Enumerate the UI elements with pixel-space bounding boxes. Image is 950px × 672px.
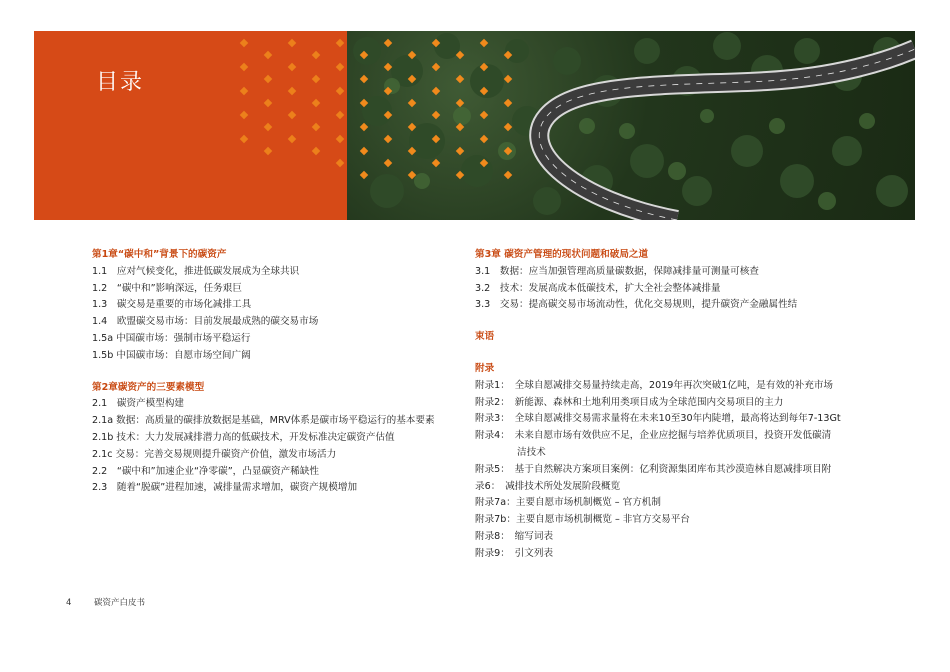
chapter-3-title[interactable]: 第3章 碳资产管理的现状问题和破局之道	[475, 249, 649, 260]
toc-item[interactable]: 1.5b 中国碳市场：自愿市场空间广阔	[92, 349, 251, 361]
toc-item[interactable]: 2.1c 交易：完善交易规则提升碳资产价值，激发市场活力	[92, 448, 337, 460]
diamond-dot	[240, 135, 248, 143]
diamond-dot	[504, 51, 512, 59]
appendix-item[interactable]: 录6： 减排技术所处发展阶段概览	[475, 480, 621, 492]
diamond-dot	[288, 39, 296, 47]
diamond-dot	[240, 111, 248, 119]
diamond-dot	[456, 51, 464, 59]
toc-item[interactable]: 1.1 应对气候变化，推进低碳发展成为全球共识	[92, 265, 300, 277]
diamond-dot	[360, 147, 368, 155]
toc-item[interactable]: 3.3 交易：提高碳交易市场流动性，优化交易规则，提升碳资产金融属性结	[475, 299, 798, 311]
diamond-dot	[312, 123, 320, 131]
appendix-item[interactable]: 附录7b：主要自愿市场机制概览 – 非官方交易平台	[475, 514, 690, 526]
toc-item[interactable]: 2.1b 技术：大力发展减排潜力高的低碳技术，开发标准决定碳资产估值	[92, 431, 395, 443]
diamond-dot	[264, 123, 272, 131]
diamond-dot	[432, 63, 440, 71]
toc-right-column	[475, 247, 895, 563]
diamond-dot	[504, 75, 512, 83]
appendix-title[interactable]: 附录	[475, 362, 495, 374]
diamond-dot	[288, 63, 296, 71]
diamond-dot	[240, 63, 248, 71]
diamond-dot	[408, 147, 416, 155]
diamond-dot	[456, 147, 464, 155]
toc-item[interactable]: 2.1 碳资产模型构建	[92, 398, 185, 410]
appendix-item[interactable]: 附录5： 基于自然解决方案项目案例：亿利资源集团库布其沙漠造林自愿减排项目附	[475, 463, 832, 475]
diamond-dot	[360, 51, 368, 59]
diamond-dot	[384, 111, 392, 119]
diamond-dot	[384, 87, 392, 95]
appendix-item[interactable]: 附录8： 缩写词表	[475, 530, 554, 542]
diamond-dot	[480, 87, 488, 95]
diamond-dot	[384, 63, 392, 71]
appendix-item[interactable]: 附录4： 未来自愿市场有效供应不足，企业应挖掘与培养优质项目，投资开发低碳清	[475, 430, 832, 442]
diamond-dot	[240, 87, 248, 95]
toc-item[interactable]: 1.3 碳交易是重要的市场化减排工具	[92, 299, 252, 311]
diamond-dot	[504, 123, 512, 131]
appendix-item[interactable]: 附录1： 全球自愿减排交易量持续走高，2019年再次突破1亿吨，是有效的补充市场	[475, 379, 834, 391]
diamond-dot	[288, 135, 296, 143]
diamond-dot	[480, 63, 488, 71]
header-banner	[34, 31, 915, 220]
toc-item[interactable]: 1.5a 中国碳市场：强制市场平稳运行	[92, 332, 251, 344]
diamond-dot	[480, 159, 488, 167]
diamond-dot	[456, 123, 464, 131]
diamond-dot	[408, 123, 416, 131]
diamond-dot	[408, 51, 416, 59]
appendix-item[interactable]: 附录3： 全球自愿减排交易需求量将在未来10至30年内陡增，最高将达到每年7-13Gt	[475, 413, 841, 425]
diamond-dot	[312, 51, 320, 59]
diamond-dot	[336, 111, 344, 119]
toc-item[interactable]: 2.1a 数据：高质量的碳排放数据是基础，MRV体系是碳市场平稳运行的基本要素	[92, 415, 435, 427]
diamond-dot	[432, 111, 440, 119]
toc-item[interactable]: 3.2 技术：发展高成本低碳技术，扩大全社会整体减排量	[475, 282, 721, 294]
diamond-dot	[504, 171, 512, 179]
diamond-dot	[336, 87, 344, 95]
diamond-dot	[360, 75, 368, 83]
diamond-dot	[456, 75, 464, 83]
diamond-dot	[408, 171, 416, 179]
appendix-item[interactable]: 附录7a：主要自愿市场机制概览 – 官方机制	[475, 497, 661, 509]
footer-doc-title: 碳资产白皮书	[94, 598, 146, 608]
appendix-item[interactable]: 附录2： 新能源、森林和土地利用类项目成为全球范围内交易项目的主力	[475, 396, 784, 408]
diamond-dot	[432, 87, 440, 95]
diamond-dot	[312, 99, 320, 107]
toc-item[interactable]: 2.2 “碳中和”加速企业“净零碳”，凸显碳资产稀缺性	[92, 465, 320, 477]
diamond-dot	[480, 111, 488, 119]
diamond-dot	[312, 147, 320, 155]
diamond-dot	[408, 75, 416, 83]
toc-item[interactable]: 2.3 随着“脱碳”进程加速，减排量需求增加，碳资产规模增加	[92, 482, 358, 494]
diamond-dot	[264, 75, 272, 83]
diamond-dot	[504, 99, 512, 107]
page-title: 目录	[96, 70, 145, 95]
toc-item[interactable]: 1.2 “碳中和”影响深远，任务艰巨	[92, 282, 242, 294]
diamond-dot	[288, 111, 296, 119]
diamond-dot	[480, 39, 488, 47]
diamond-dot	[456, 171, 464, 179]
toc-left-column	[92, 247, 472, 497]
diamond-dot	[408, 99, 416, 107]
chapter-2-title[interactable]: 第2章碳资产的三要素模型	[92, 381, 205, 393]
diamond-dot-pattern	[34, 31, 534, 220]
diamond-dot	[336, 159, 344, 167]
diamond-dot	[384, 39, 392, 47]
diamond-dot	[336, 135, 344, 143]
diamond-dot	[240, 39, 248, 47]
toc-item[interactable]: 1.4 欧盟碳交易市场：目前发展最成熟的碳交易市场	[92, 316, 319, 328]
diamond-dot	[456, 99, 464, 107]
diamond-dot	[432, 135, 440, 143]
diamond-dot	[336, 39, 344, 47]
diamond-dot	[264, 147, 272, 155]
appendix-item-continuation: 洁技术	[517, 446, 546, 458]
chapter-1-title[interactable]: 第1章“碳中和”背景下的碳资产	[92, 249, 227, 260]
diamond-dot	[360, 99, 368, 107]
diamond-dot	[360, 123, 368, 131]
diamond-dot	[336, 63, 344, 71]
conclusion-title[interactable]: 束语	[475, 331, 495, 343]
diamond-dot	[264, 99, 272, 107]
appendix-item[interactable]: 附录9： 引文列表	[475, 547, 554, 559]
diamond-dot	[288, 87, 296, 95]
diamond-dot	[480, 135, 488, 143]
diamond-dot	[504, 147, 512, 155]
diamond-dot	[264, 51, 272, 59]
diamond-dot	[360, 171, 368, 179]
diamond-dot	[312, 75, 320, 83]
diamond-dot	[384, 159, 392, 167]
page-number: 4	[66, 598, 72, 608]
diamond-dot	[432, 39, 440, 47]
toc-item[interactable]: 3.1 数据：应当加强管理高质量碳数据，保障减排量可测量可核查	[475, 265, 759, 277]
page-footer	[66, 596, 145, 608]
diamond-dot	[384, 135, 392, 143]
diamond-dot	[432, 159, 440, 167]
